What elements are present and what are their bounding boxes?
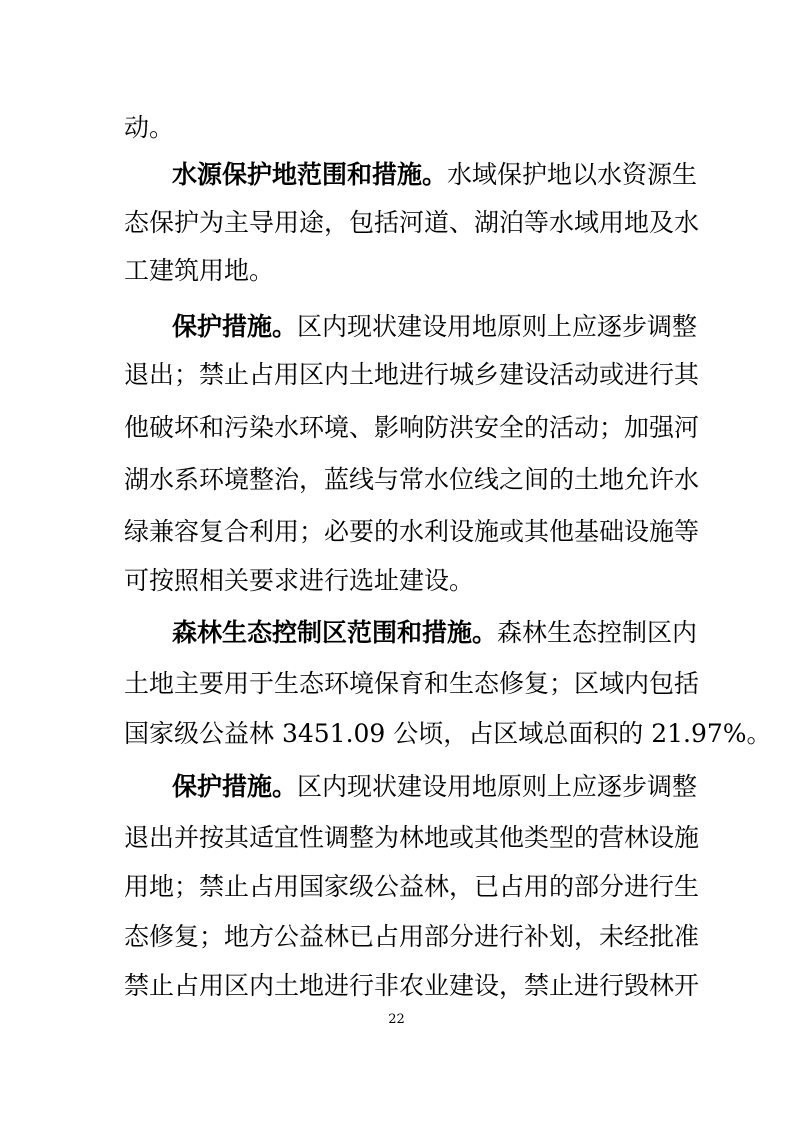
paragraph-line: 退出；禁止占用区内土地进行城乡建设活动或进行其 [124, 360, 700, 389]
paragraph-line: 保护措施。区内现状建设用地原则上应逐步调整 [172, 772, 698, 801]
paragraph-line: 保护措施。区内现状建设用地原则上应逐步调整 [172, 312, 698, 341]
paragraph-line: 工建筑用地。 [124, 256, 275, 285]
section-heading: 保护措施。 [172, 312, 298, 341]
paragraph-line: 国家级公益林 3451.09 公顷，占区域总面积的 21.97%。 [124, 719, 772, 748]
paragraph-line: 态保护为主导用途，包括河道、湖泊等水域用地及水 [124, 208, 700, 237]
paragraph-line: 绿兼容复合利用；必要的水利设施或其他基础设施等 [124, 517, 700, 546]
paragraph-line: 土地主要用于生态环境保育和生态修复；区域内包括 [124, 669, 700, 698]
section-heading: 森林生态控制区范围和措施。 [172, 618, 498, 647]
paragraph-line: 禁止占用区内土地进行非农业建设，禁止进行毁林开 [124, 971, 700, 1000]
paragraph-line: 湖水系环境整治，蓝线与常水位线之间的土地允许水 [124, 465, 700, 494]
page-number: 22 [388, 1012, 405, 1027]
paragraph-line: 动。 [124, 113, 175, 142]
paragraph-line: 水源保护地范围和措施。水域保护地以水资源生 [172, 160, 698, 189]
paragraph-line: 用地；禁止占用国家级公益林，已占用的部分进行生 [124, 872, 700, 901]
section-heading: 保护措施。 [172, 772, 298, 801]
section-heading: 水源保护地范围和措施。 [172, 160, 448, 189]
paragraph-line: 可按照相关要求进行选址建设。 [124, 566, 475, 595]
paragraph-line: 他破坏和污染水环境、影响防洪安全的活动；加强河 [124, 413, 700, 442]
paragraph-line: 退出并按其适宜性调整为林地或其他类型的营林设施 [124, 823, 700, 852]
paragraph-line: 森林生态控制区范围和措施。森林生态控制区内 [172, 618, 698, 647]
paragraph-line: 态修复；地方公益林已占用部分进行补划，未经批准 [124, 922, 700, 951]
